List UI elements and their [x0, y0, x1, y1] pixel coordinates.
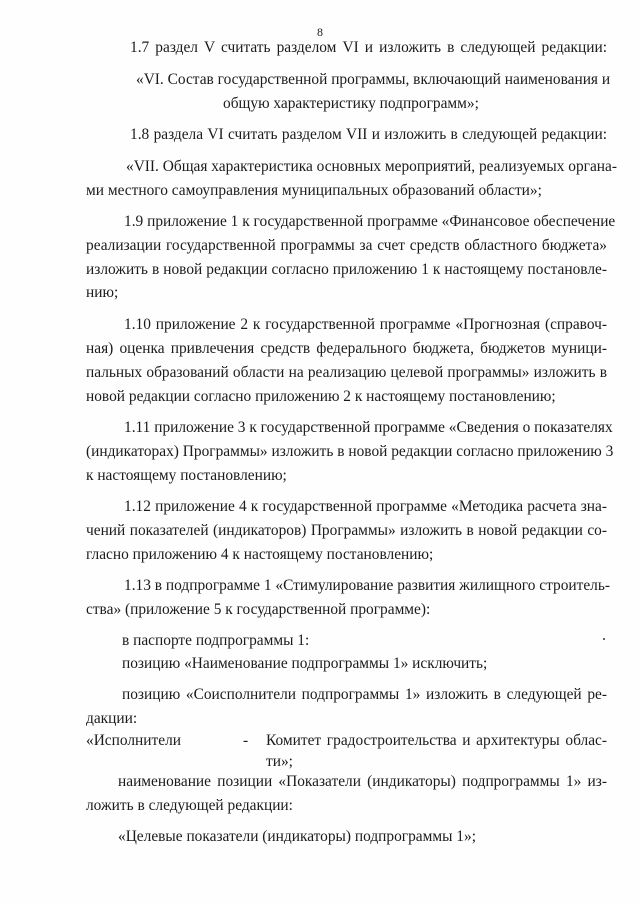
- text-line: новой редакции согласно приложению 2 к настоящему постановлению;: [86, 388, 556, 405]
- page-number: 8: [317, 25, 323, 39]
- text-line: нию;: [86, 284, 119, 301]
- executors-label: «Исполнители: [86, 732, 181, 749]
- text-line: в паспорте подпрограммы 1:: [122, 632, 310, 649]
- text-line: 1.12 приложение 4 к государственной программе «Методика расчета зна-: [124, 498, 607, 515]
- text-line: общую характеристику подпрограмм»;: [223, 95, 479, 112]
- text-line: гласно приложению 4 к настоящему постановлению;: [86, 546, 434, 563]
- text-line: реализации государственной программы за счет средств областного бюджета»: [86, 237, 607, 254]
- executors-dash: -: [243, 732, 249, 749]
- stray-dot: [603, 638, 605, 640]
- text-line: (индикаторах) Программы» изложить в новой редакции согласно приложению 3: [86, 443, 614, 460]
- text-line: к настоящему постановлению;: [86, 467, 287, 484]
- text-line: позицию «Соисполнители подпрограммы 1» изложить в следующей ре-: [122, 686, 607, 703]
- text-line: 1.13 в подпрограмме 1 «Стимулирование развития жилищного строитель-: [124, 577, 611, 594]
- text-line: пальных образований области на реализацию целевой программы» изложить в: [86, 364, 607, 381]
- text-line: 1.8 раздела VI считать разделом VII и изложить в следующей редакции:: [130, 126, 607, 143]
- text-line: «Целевые показатели (индикаторы) подпрограммы 1»;: [118, 828, 476, 845]
- text-line: изложить в новой редакции согласно приложению 1 к настоящему постановле-: [86, 261, 607, 278]
- text-line: наименование позиции «Показатели (индикаторы) подпрограммы 1» из-: [118, 773, 607, 790]
- text-line: «VI. Состав государственной программы, включающий наименования и: [136, 71, 611, 88]
- text-line: 1.10 приложение 2 к государственной программе «Прогнозная (справоч-: [124, 316, 607, 333]
- executors-value-cont: ти»;: [266, 753, 293, 770]
- text-line: ная) оценка привлечения средств федерального бюджета, бюджетов муници-: [86, 340, 607, 357]
- text-line: «VII. Общая характеристика основных мероприятий, реализуемых органа-: [126, 158, 617, 175]
- text-line: чений показателей (индикаторов) Программы» изложить в новой редакции со-: [86, 522, 607, 539]
- text-line: 1.9 приложение 1 к государственной программе «Финансовое обеспечение: [124, 213, 616, 230]
- text-line: ложить в следующей редакции:: [86, 797, 293, 814]
- text-line: дакции:: [86, 710, 138, 727]
- text-line: 1.11 приложение 3 к государственной программе «Сведения о показателях: [124, 419, 613, 436]
- text-line: ми местного самоуправления муниципальных образований области»;: [86, 182, 542, 199]
- executors-value: Комитет градостроительства и архитектуры облас-: [266, 732, 607, 749]
- text-line: 1.7 раздел V считать разделом VI и изложить в следующей редакции:: [130, 39, 607, 56]
- text-line: позицию «Наименование подпрограммы 1» исключить;: [122, 655, 488, 672]
- text-line: ства» (приложение 5 к государственной программе):: [86, 601, 431, 618]
